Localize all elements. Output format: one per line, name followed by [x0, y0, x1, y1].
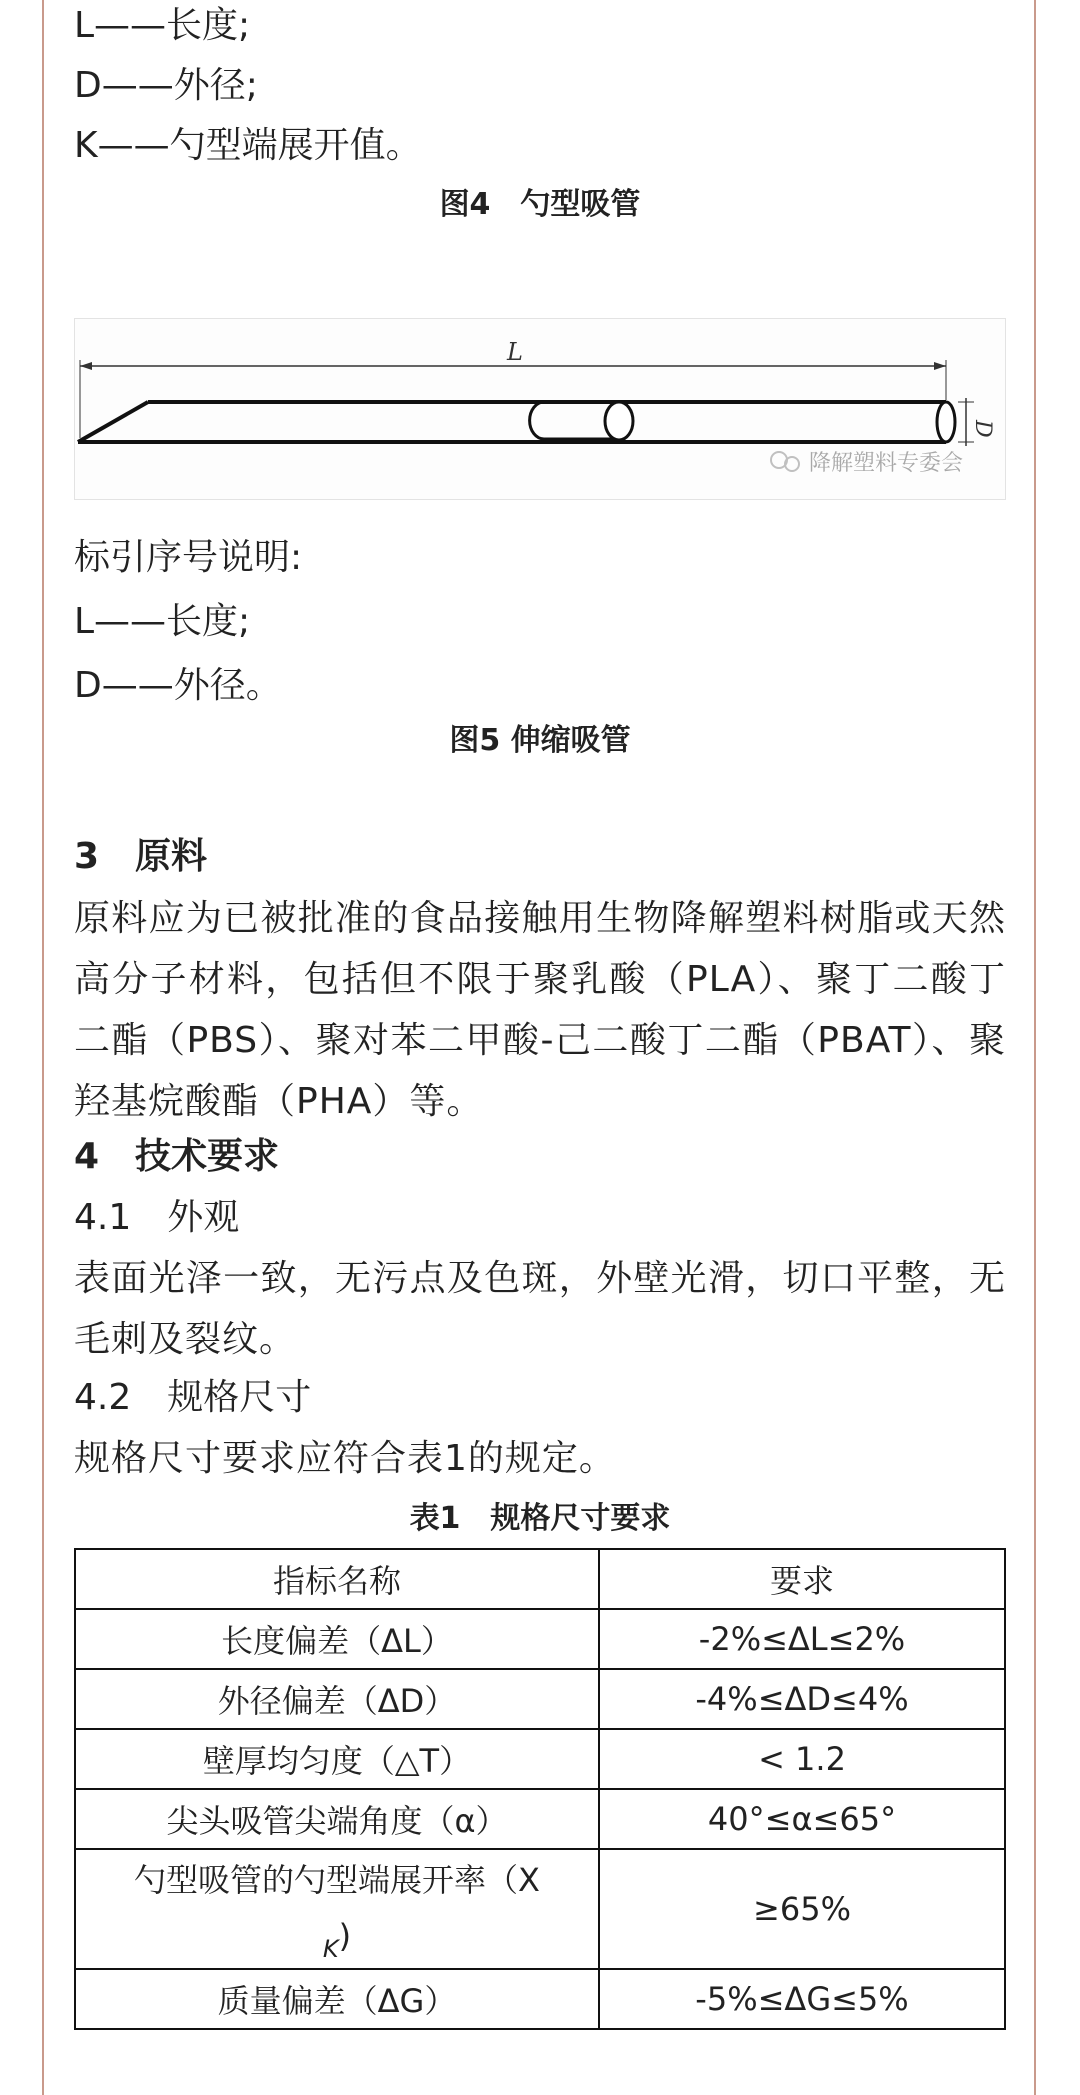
table-row — [75, 1969, 1005, 2029]
table-cell: -5%≤ΔG≤5% — [599, 1969, 1005, 2029]
fig4-caption: 图4 勺型吸管 — [439, 187, 641, 222]
table-cell: 外径偏差（ΔD） — [75, 1669, 599, 1729]
segment-ring — [605, 402, 633, 440]
table-cell-subscript: K — [322, 1934, 339, 1963]
fig4-legend-l: L——长度; — [74, 5, 251, 46]
table-cell: -4%≤ΔD≤4% — [599, 1669, 1005, 1729]
table-header-cell: 要求 — [599, 1549, 1005, 1609]
section3-body: 原料应为已被批准的食品接触用生物降解塑料树脂或天然高分子材料，包括但不限于聚乳酸（PLA）、聚丁二酸丁二酯（PBS）、聚对苯二甲酸-己二酸丁二酯（PBAT）、聚羟基烷酸酯（PHA）等。 — [74, 898, 1006, 1122]
table-cell: 40°≤α≤65° — [599, 1789, 1005, 1849]
table-header-row — [75, 1549, 1005, 1609]
table-cell-text: 勺型吸管的勺型端展开率（X — [134, 1860, 540, 1899]
watermark-text: 降解塑料专委会 — [809, 451, 964, 476]
section4-1-body: 表面光泽一致，无污点及色斑，外壁光滑，切口平整，无毛刺及裂纹。 — [74, 1258, 1006, 1360]
table-row — [75, 1669, 1005, 1729]
table-cell: 长度偏差（ΔL） — [75, 1609, 599, 1669]
table-row — [75, 1609, 1005, 1669]
label-d: D — [970, 420, 995, 438]
section4-2-heading: 4.2 规格尺寸 — [74, 1377, 312, 1418]
table-cell: 壁厚均匀度（△T） — [75, 1729, 599, 1789]
straw-end-opening — [937, 402, 955, 442]
fig5-caption: 图5 伸缩吸管 — [449, 723, 631, 758]
table-cell: 质量偏差（ΔG） — [75, 1969, 599, 2029]
section4-2-body: 规格尺寸要求应符合表1的规定。 — [74, 1438, 616, 1479]
table-cell: -2%≤ΔL≤2% — [599, 1609, 1005, 1669]
spec-table — [74, 1548, 1006, 2030]
table-row — [75, 1789, 1005, 1849]
section4-heading: 4 技术要求 — [74, 1136, 280, 1177]
fig5-legend-l: L——长度; — [74, 601, 251, 642]
section3-heading: 3 原料 — [74, 836, 208, 877]
label-l: L — [507, 338, 523, 366]
fig5-drawing — [74, 318, 1006, 500]
table-row — [75, 1729, 1005, 1789]
table-cell: ≥65% — [599, 1849, 1005, 1969]
fig5-legend-d: D——外径。 — [74, 665, 282, 706]
table-cell: < 1.2 — [599, 1729, 1005, 1789]
fig4-legend-k: K——勺型端展开值。 — [74, 125, 422, 166]
straw-diagram — [74, 318, 1006, 500]
section4-1-heading: 4.1 外观 — [74, 1197, 240, 1238]
table-cell: 尖头吸管尖端角度（α） — [75, 1789, 599, 1849]
table-cell-paren: ) — [338, 1916, 352, 1955]
table-header-cell: 指标名称 — [75, 1549, 599, 1609]
fig4-legend-d: D——外径; — [74, 65, 258, 106]
page-frame-right — [1034, 0, 1036, 2095]
table-cell-two-line — [75, 1849, 599, 1969]
table-row — [75, 1849, 1005, 1969]
table1-caption: 表1 规格尺寸要求 — [409, 1501, 671, 1536]
page-frame-left — [42, 0, 44, 2095]
fig5-legend-title: 标引序号说明: — [74, 537, 303, 578]
